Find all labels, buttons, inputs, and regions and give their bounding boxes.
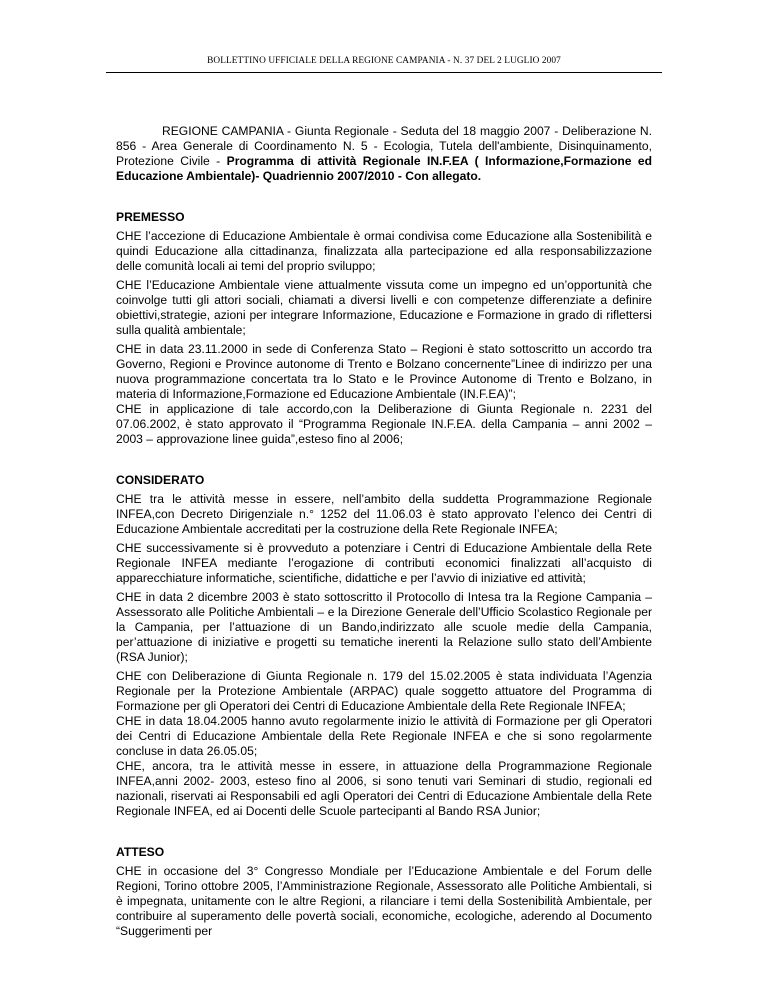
intro-text: REGIONE CAMPANIA - Giunta Regionale - Seduta del 18 maggio 2007 - Deliberazione N. 856 - Area Generale di Coordinamento N. 5 - Ecologia, Tutela dell'ambiente, Disinquinamento, Protezione Civile - [116,124,652,168]
section-heading-considerato: CONSIDERATO [116,473,205,487]
intro-title-bold: Programma di attività Regionale IN.F.EA ( Informazione,Formazione ed Educazione Ambientale)- Quadriennio 2007/2010 - Con allegato. [116,154,652,183]
document-body [116,124,652,939]
paragraph: CHE in data 23.11.2000 in sede di Conferenza Stato – Regioni è stato sottoscritto un accordo tra Governo, Regioni e Province autonome di Trento e Bolzano concernente”Linee di indirizzo per una nuova programmazione concertata tra lo Stato e le Province Autonome di Trento e Bolzano, in materia di Informazione,Formazione ed Educazione Ambientale (IN.F.EA)”; [116,342,652,401]
paragraph: CHE in occasione del 3° Congresso Mondiale per l’Educazione Ambientale e del Forum delle Regioni, Torino ottobre 2005, l’Amministrazione Regionale, Assessorato alle Politiche Ambientali, si è impegnata, unitamente con le altre Regioni, a rilanciare i temi della Sostenibilità Ambientale, per contribuire al superamento delle povertà sociali, economiche, ecologiche, aderendo al Documento “Suggerimenti per [116,864,652,938]
section-heading-atteso: ATTESO [116,845,165,859]
paragraph: CHE tra le attività messe in essere, nell’ambito della suddetta Programmazione Regionale INFEA,con Decreto Dirigenziale n.° 1252 del 11.06.03 è stato approvato l’elenco dei Centri di Educazione Ambientale accreditati per la costruzione della Rete Regionale INFEA; [116,492,652,536]
section-heading-premesso: PREMESSO [116,210,185,224]
page-header: BOLLETTINO UFFICIALE DELLA REGIONE CAMPANIA - N. 37 DEL 2 LUGLIO 2007 [207,56,561,66]
paragraph: CHE l’accezione di Educazione Ambientale è ormai condivisa come Educazione alla Sostenibilità e quindi Educazione alla cittadinanza, finalizzata alla partecipazione ed alla responsabilizzazione delle comunità locali ai temi del proprio sviluppo; [116,229,652,273]
paragraph: CHE in data 18.04.2005 hanno avuto regolarmente inizio le attività di Formazione per gli Operatori dei Centri di Educazione Ambientale della Rete Regionale INFEA e che si sono regolarmente concluse in data 26.05.05; [116,714,652,758]
paragraph: CHE, ancora, tra le attività messe in essere, in attuazione della Programmazione Regionale INFEA,anni 2002- 2003, esteso fino al 2006, si sono tenuti vari Seminari di studio, regionali ed nazionali, riservati ai Responsabili ed agli Operatori dei Centri di Educazione Ambientale della Rete Regionale INFEA, ed ai Docenti delle Scuole partecipanti al Bando RSA Junior; [116,759,652,818]
paragraph: CHE in applicazione di tale accordo,con la Deliberazione di Giunta Regionale n. 2231 del 07.06.2002, è stato approvato il “Programma Regionale IN.F.EA. della Campania – anni 2002 – 2003 – approvazione linee guida”,esteso fino al 2006; [116,402,652,446]
paragraph: CHE in data 2 dicembre 2003 è stato sottoscritto il Protocollo di Intesa tra la Regione Campania – Assessorato alle Politiche Ambientali – e la Direzione Generale dell’Ufficio Scolastico Regionale per la Campania, per l’attuazione di un Bando,indirizzato alle scuole medie della Campania, per’attuazione di iniziative e progetti su tematiche inerenti la Relazione sullo stato dell’Ambiente (RSA Junior); [116,590,652,664]
deliberation-intro [116,124,652,184]
paragraph: CHE successivamente si è provveduto a potenziare i Centri di Educazione Ambientale della Rete Regionale INFEA mediante l’erogazione di contributi economici finalizzati all’acquisto di apparecchiature informatiche, scientifiche, didattiche e per l’avvio di iniziative ed attività; [116,541,652,585]
paragraph: CHE con Deliberazione di Giunta Regionale n. 179 del 15.02.2005 è stata individuata l’Agenzia Regionale per la Protezione Ambientale (ARPAC) quale soggetto attuatore del Programma di Formazione per gli Operatori dei Centri di Educazione Ambientale della Rete Regionale INFEA; [116,669,652,713]
paragraph: CHE l’Educazione Ambientale viene attualmente vissuta come un impegno ed un’opportunità che coinvolge tutti gli attori sociali, chiamati a diversi livelli e con competenze differenziate a definire obiettivi,strategie, azioni per integrare Informazione, Educazione e Formazione in grado di riflettersi sulla qualità ambientale; [116,278,652,337]
header-divider [106,72,662,73]
